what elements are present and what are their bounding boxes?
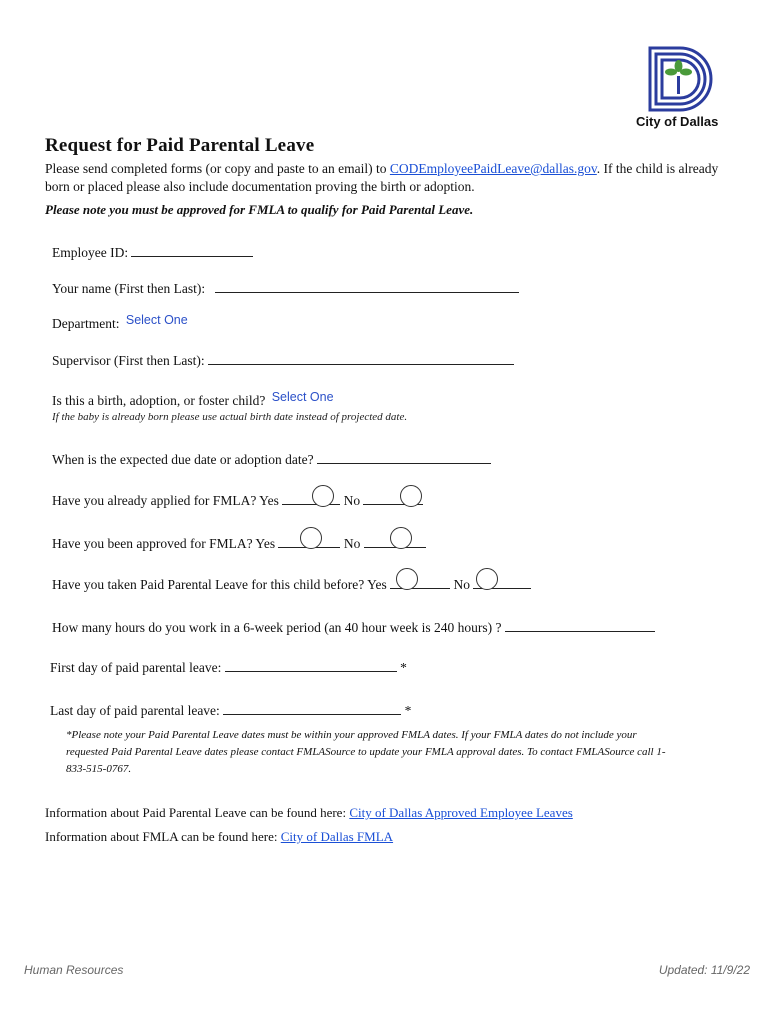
supervisor-field[interactable] bbox=[208, 352, 514, 365]
department-select[interactable]: Select One bbox=[125, 313, 188, 327]
logo-text: City of Dallas bbox=[636, 114, 719, 129]
first-day-field[interactable] bbox=[225, 659, 397, 672]
supervisor-label: Supervisor (First then Last): bbox=[52, 353, 205, 368]
ppl-info-text: Information about Paid Parental Leave can be found here: bbox=[45, 805, 350, 820]
first-day-row bbox=[50, 659, 407, 676]
intro-after: . If the child is already born or placed please also include documentation proving the birth or adoption. bbox=[45, 161, 719, 194]
due-date-field[interactable] bbox=[317, 451, 491, 464]
applied-fmla-label: Have you already applied for FMLA? Yes bbox=[52, 493, 279, 508]
fmla-info-link[interactable]: City of Dallas FMLA bbox=[280, 829, 394, 844]
fmla-info-text: Information about FMLA can be found here: bbox=[45, 829, 281, 844]
page-title: Request for Paid Parental Leave bbox=[45, 135, 315, 156]
fmla-note: Please note you must be approved for FMLA to qualify for Paid Parental Leave. bbox=[45, 202, 474, 217]
name-label: Your name (First then Last): bbox=[52, 281, 206, 296]
approved-no-radio[interactable] bbox=[390, 527, 412, 549]
department-label: Department: bbox=[52, 316, 120, 331]
birth-type-row bbox=[52, 390, 334, 409]
birth-type-label: Is this a birth, adoption, or foster child? bbox=[52, 393, 266, 408]
ppl-info-row bbox=[45, 805, 573, 821]
taken-before-row bbox=[52, 576, 531, 593]
email-link[interactable]: CODEmployeePaidLeave@dallas.gov bbox=[389, 161, 597, 176]
supervisor-row bbox=[52, 352, 514, 369]
last-day-label: Last day of paid parental leave: bbox=[50, 703, 220, 718]
birth-hint: If the baby is already born please use actual birth date instead of projected date. bbox=[52, 411, 408, 423]
approved-yes-radio[interactable] bbox=[300, 527, 322, 549]
hours-label: How many hours do you work in a 6-week period (an 40 hour week is 240 hours) ? bbox=[52, 620, 502, 635]
footer-updated: Updated: 11/9/22 bbox=[658, 963, 750, 977]
approved-no-label: No bbox=[343, 536, 361, 551]
department-row bbox=[52, 313, 188, 332]
birth-type-select[interactable]: Select One bbox=[271, 390, 334, 404]
hours-row bbox=[52, 619, 655, 636]
approved-fmla-label: Have you been approved for FMLA? Yes bbox=[52, 536, 276, 551]
intro-text bbox=[45, 160, 735, 196]
taken-before-label: Have you taken Paid Parental Leave for this child before? Yes bbox=[52, 577, 387, 592]
intro-before: Please send completed forms (or copy and paste to an email) to bbox=[45, 161, 390, 176]
first-day-asterisk: * bbox=[400, 660, 407, 675]
last-day-row bbox=[50, 702, 411, 719]
name-field[interactable] bbox=[215, 280, 519, 293]
applied-no-radio[interactable] bbox=[400, 485, 422, 507]
applied-no-label: No bbox=[343, 493, 361, 508]
applied-yes-radio[interactable] bbox=[312, 485, 334, 507]
approved-fmla-row bbox=[52, 535, 426, 552]
first-day-label: First day of paid parental leave: bbox=[50, 660, 222, 675]
employee-id-row bbox=[52, 244, 253, 261]
name-row bbox=[52, 280, 519, 297]
city-of-dallas-logo-icon bbox=[646, 44, 716, 114]
footer-department: Human Resources bbox=[24, 963, 124, 977]
taken-yes-radio[interactable] bbox=[396, 568, 418, 590]
fmla-dates-footnote: *Please note your Paid Parental Leave dates must be within your approved FMLA dates. If your FMLA dates do not include your requested Paid Parental Leave dates please contact FMLASource to update your FMLA approval dates. To contact FMLASource call 1-833-515-0767. bbox=[66, 729, 666, 775]
last-day-asterisk: * bbox=[404, 703, 412, 718]
ppl-info-link[interactable]: City of Dallas Approved Employee Leaves bbox=[349, 805, 573, 820]
employee-id-field[interactable] bbox=[131, 244, 253, 257]
due-date-label: When is the expected due date or adoption date? bbox=[52, 452, 314, 467]
taken-no-radio[interactable] bbox=[476, 568, 498, 590]
applied-fmla-row bbox=[52, 492, 423, 509]
last-day-field[interactable] bbox=[223, 702, 401, 715]
due-date-row bbox=[52, 451, 491, 468]
hours-field[interactable] bbox=[505, 619, 655, 632]
fmla-info-row bbox=[45, 829, 393, 845]
taken-no-label: No bbox=[453, 577, 471, 592]
employee-id-label: Employee ID: bbox=[52, 245, 129, 260]
